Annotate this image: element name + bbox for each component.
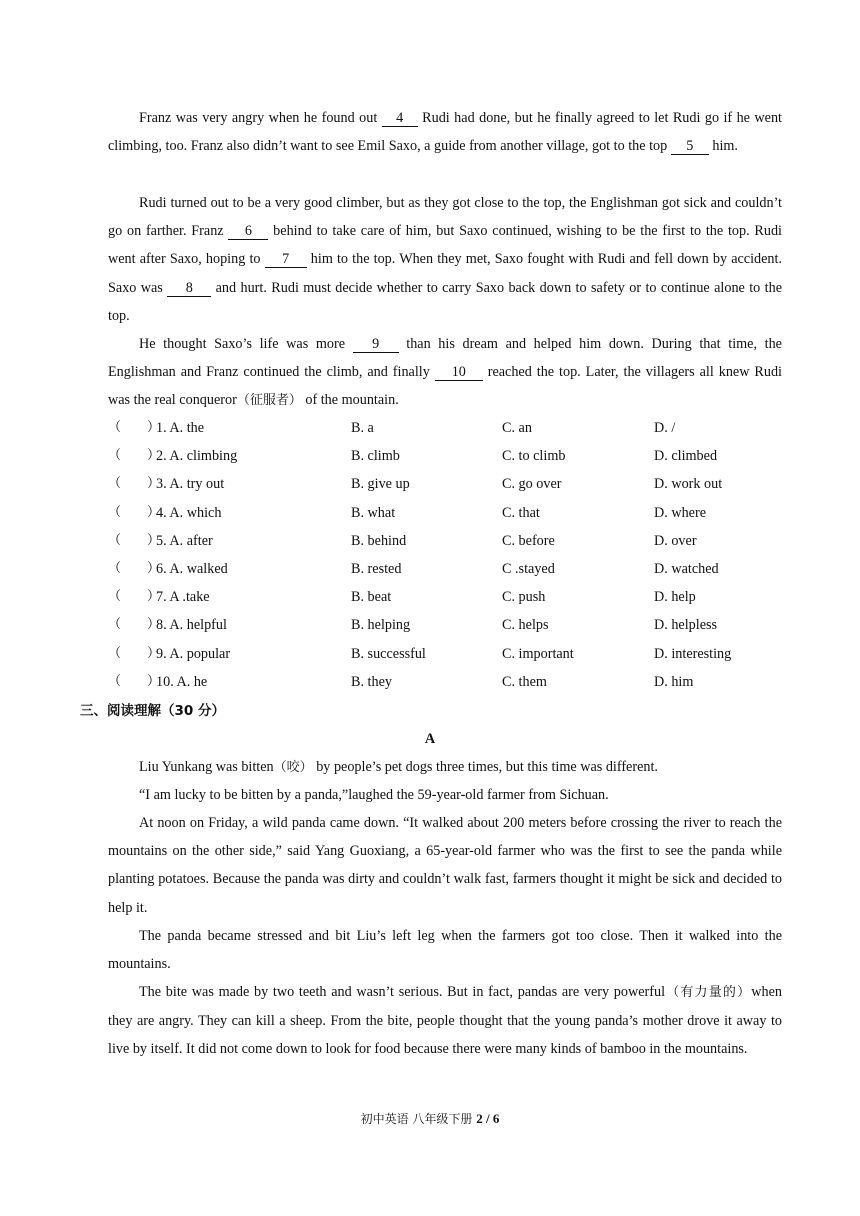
options-row-7 — [108, 583, 788, 611]
option-d: D. helpless — [654, 617, 718, 634]
footer-text: 初中英语 八年级下册 — [360, 1112, 477, 1126]
blank-8: 8 — [167, 280, 211, 297]
passage-gloss: （咬） — [273, 760, 313, 775]
answer-parentheses[interactable]: （ ） — [108, 420, 161, 435]
option-d: D. where — [654, 504, 706, 521]
option-c: C. them — [502, 673, 547, 690]
cloze-text: reached the top. Later, the villagers all knew Rudi was the real conqueror — [108, 364, 782, 409]
blank-9: 9 — [353, 336, 399, 353]
option-c: C. before — [502, 532, 555, 549]
option-b: B. climb — [351, 448, 400, 465]
option-d: D. interesting — [654, 645, 732, 662]
options-row-4 — [108, 499, 788, 527]
option-a: 9. A. popular — [156, 645, 231, 662]
cloze-text: of the mountain. — [301, 392, 399, 409]
option-d: D. him — [654, 673, 694, 690]
option-d: D. help — [654, 589, 696, 606]
option-c: C. to climb — [502, 448, 566, 465]
option-b: B. rested — [351, 560, 402, 577]
passage-paragraph-3: At noon on Friday, a wild panda came down. “It walked about 200 meters before crossing the river to reach the mountains on the other side,” said Yang Guoxiang, a 65-year-old farmer who was the first to see the panda while planting potatoes. Because the panda was dirty and couldn’t walk fast, farmers thought it might be sick and decided to help it. — [108, 815, 782, 916]
blank-6: 6 — [228, 223, 268, 240]
option-c: C. go over — [502, 476, 562, 493]
option-a: 6. A. walked — [156, 560, 228, 577]
cloze-paragraph-1 — [108, 104, 782, 160]
section-title: 三、阅读理解（30 分） — [80, 703, 225, 719]
passage-text: The bite was made by two teeth and wasn’t serious. But in fact, pandas are very powerful — [139, 984, 666, 1000]
option-d: D. climbed — [654, 448, 718, 465]
passage-paragraph-2: “I am lucky to be bitten by a panda,”laughed the 59-year-old farmer from Sichuan. — [139, 787, 609, 803]
cloze-text: behind to take care of him, but Saxo continued, wishing to be the first to the top. Rudi went after Saxo, hoping to — [108, 223, 783, 268]
cloze-paragraph-2 — [108, 189, 782, 330]
option-a: 2. A. climbing — [156, 448, 238, 465]
options-row-1 — [108, 414, 788, 442]
blank-5: 5 — [671, 138, 709, 155]
blank-4: 4 — [382, 110, 418, 127]
option-a: 8. A. helpful — [156, 617, 227, 634]
passage-paragraph-4: The panda became stressed and bit Liu’s left leg when the farmers got too close. Then it walked into the mountains. — [108, 928, 782, 973]
passage-text: when they are angry. They can kill a sheep. From the bite, people thought that the young panda’s mother drove it away to live by itself. It did not come down to look for food because there were many kinds of bamboo in the mountains. — [108, 984, 782, 1058]
options-row-10 — [108, 668, 788, 696]
option-d: D. over — [654, 532, 697, 549]
option-d: D. work out — [654, 476, 723, 493]
option-a: 3. A. try out — [156, 476, 225, 493]
options-row-2 — [108, 442, 788, 470]
option-b: B. a — [351, 420, 374, 436]
option-c: C. helps — [502, 617, 549, 634]
option-c: C. important — [502, 645, 574, 662]
page-number: 2 / 6 — [476, 1111, 500, 1126]
passage-paragraph-5 — [108, 978, 782, 1064]
option-a: 1. A. the — [156, 420, 205, 436]
option-c: C .stayed — [502, 560, 555, 577]
cloze-paragraph-3 — [108, 330, 782, 416]
answer-parentheses[interactable]: （ ） — [108, 532, 161, 548]
option-a: 4. A. which — [156, 504, 222, 521]
option-b: B. what — [351, 504, 396, 521]
blank-7: 7 — [265, 251, 307, 268]
option-b: B. behind — [351, 532, 407, 549]
options-list — [108, 414, 788, 696]
option-b: B. they — [351, 673, 392, 690]
cloze-text: Franz was very angry when he found out — [139, 110, 382, 126]
passage-text: by people’s pet dogs three times, but this time was different. — [312, 759, 658, 775]
answer-parentheses[interactable]: （ ） — [108, 448, 161, 464]
answer-parentheses[interactable]: （ ） — [108, 589, 161, 605]
passage-text: Liu Yunkang was bitten — [139, 759, 274, 775]
passage-paragraph-1 — [108, 753, 782, 782]
option-d: D. / — [654, 420, 676, 436]
passage-gloss: （有力量的） — [665, 985, 752, 1000]
answer-parentheses[interactable]: （ ） — [108, 560, 161, 576]
option-b: B. give up — [351, 476, 410, 493]
cloze-gloss: （征服者） — [236, 393, 302, 409]
option-c: C. push — [502, 589, 546, 606]
option-a: 7. A .take — [156, 589, 210, 606]
cloze-text: than his dream and helped him down. During that time, the Englishman and Franz continued the climb, and finally — [108, 336, 782, 381]
answer-parentheses[interactable]: （ ） — [108, 645, 161, 661]
answer-parentheses[interactable]: （ ） — [108, 617, 161, 633]
cloze-text: He thought Saxo’s life was more — [139, 336, 353, 352]
option-c: C. an — [502, 420, 532, 436]
options-row-6 — [108, 555, 788, 583]
option-a: 10. A. he — [156, 673, 208, 690]
option-b: B. beat — [351, 589, 392, 606]
option-b: B. helping — [351, 617, 411, 634]
options-row-8 — [108, 611, 788, 639]
options-row-3 — [108, 470, 788, 498]
cloze-text: Rudi had done, but he finally agreed to let Rudi go if he went climbing, too. Franz also didn’t want to see Emil Saxo, a guide from another village, got to the top — [108, 110, 782, 155]
answer-parentheses[interactable]: （ ） — [108, 673, 161, 689]
answer-parentheses[interactable]: （ ） — [108, 504, 161, 520]
option-a: 5. A. after — [156, 532, 213, 549]
option-b: B. successful — [351, 645, 426, 662]
passage-label: A — [424, 731, 436, 747]
cloze-text: Rudi turned out to be a very good climber, but as they got close to the top, the Englishman got sick and couldn’t go on farther. Franz — [108, 195, 782, 240]
option-d: D. watched — [654, 560, 719, 577]
cloze-text: him. — [708, 138, 738, 155]
options-row-9 — [108, 640, 788, 668]
options-row-5 — [108, 527, 788, 555]
page-footer — [0, 1110, 860, 1127]
blank-10: 10 — [435, 364, 483, 381]
cloze-text: him to the top. When they met, Saxo fought with Rudi and fell down by accident. Saxo was — [108, 251, 783, 296]
option-c: C. that — [502, 504, 540, 521]
cloze-text: and hurt. Rudi must decide whether to carry Saxo back down to safety or to continue alone to the top. — [108, 279, 782, 324]
answer-parentheses[interactable]: （ ） — [108, 476, 161, 492]
